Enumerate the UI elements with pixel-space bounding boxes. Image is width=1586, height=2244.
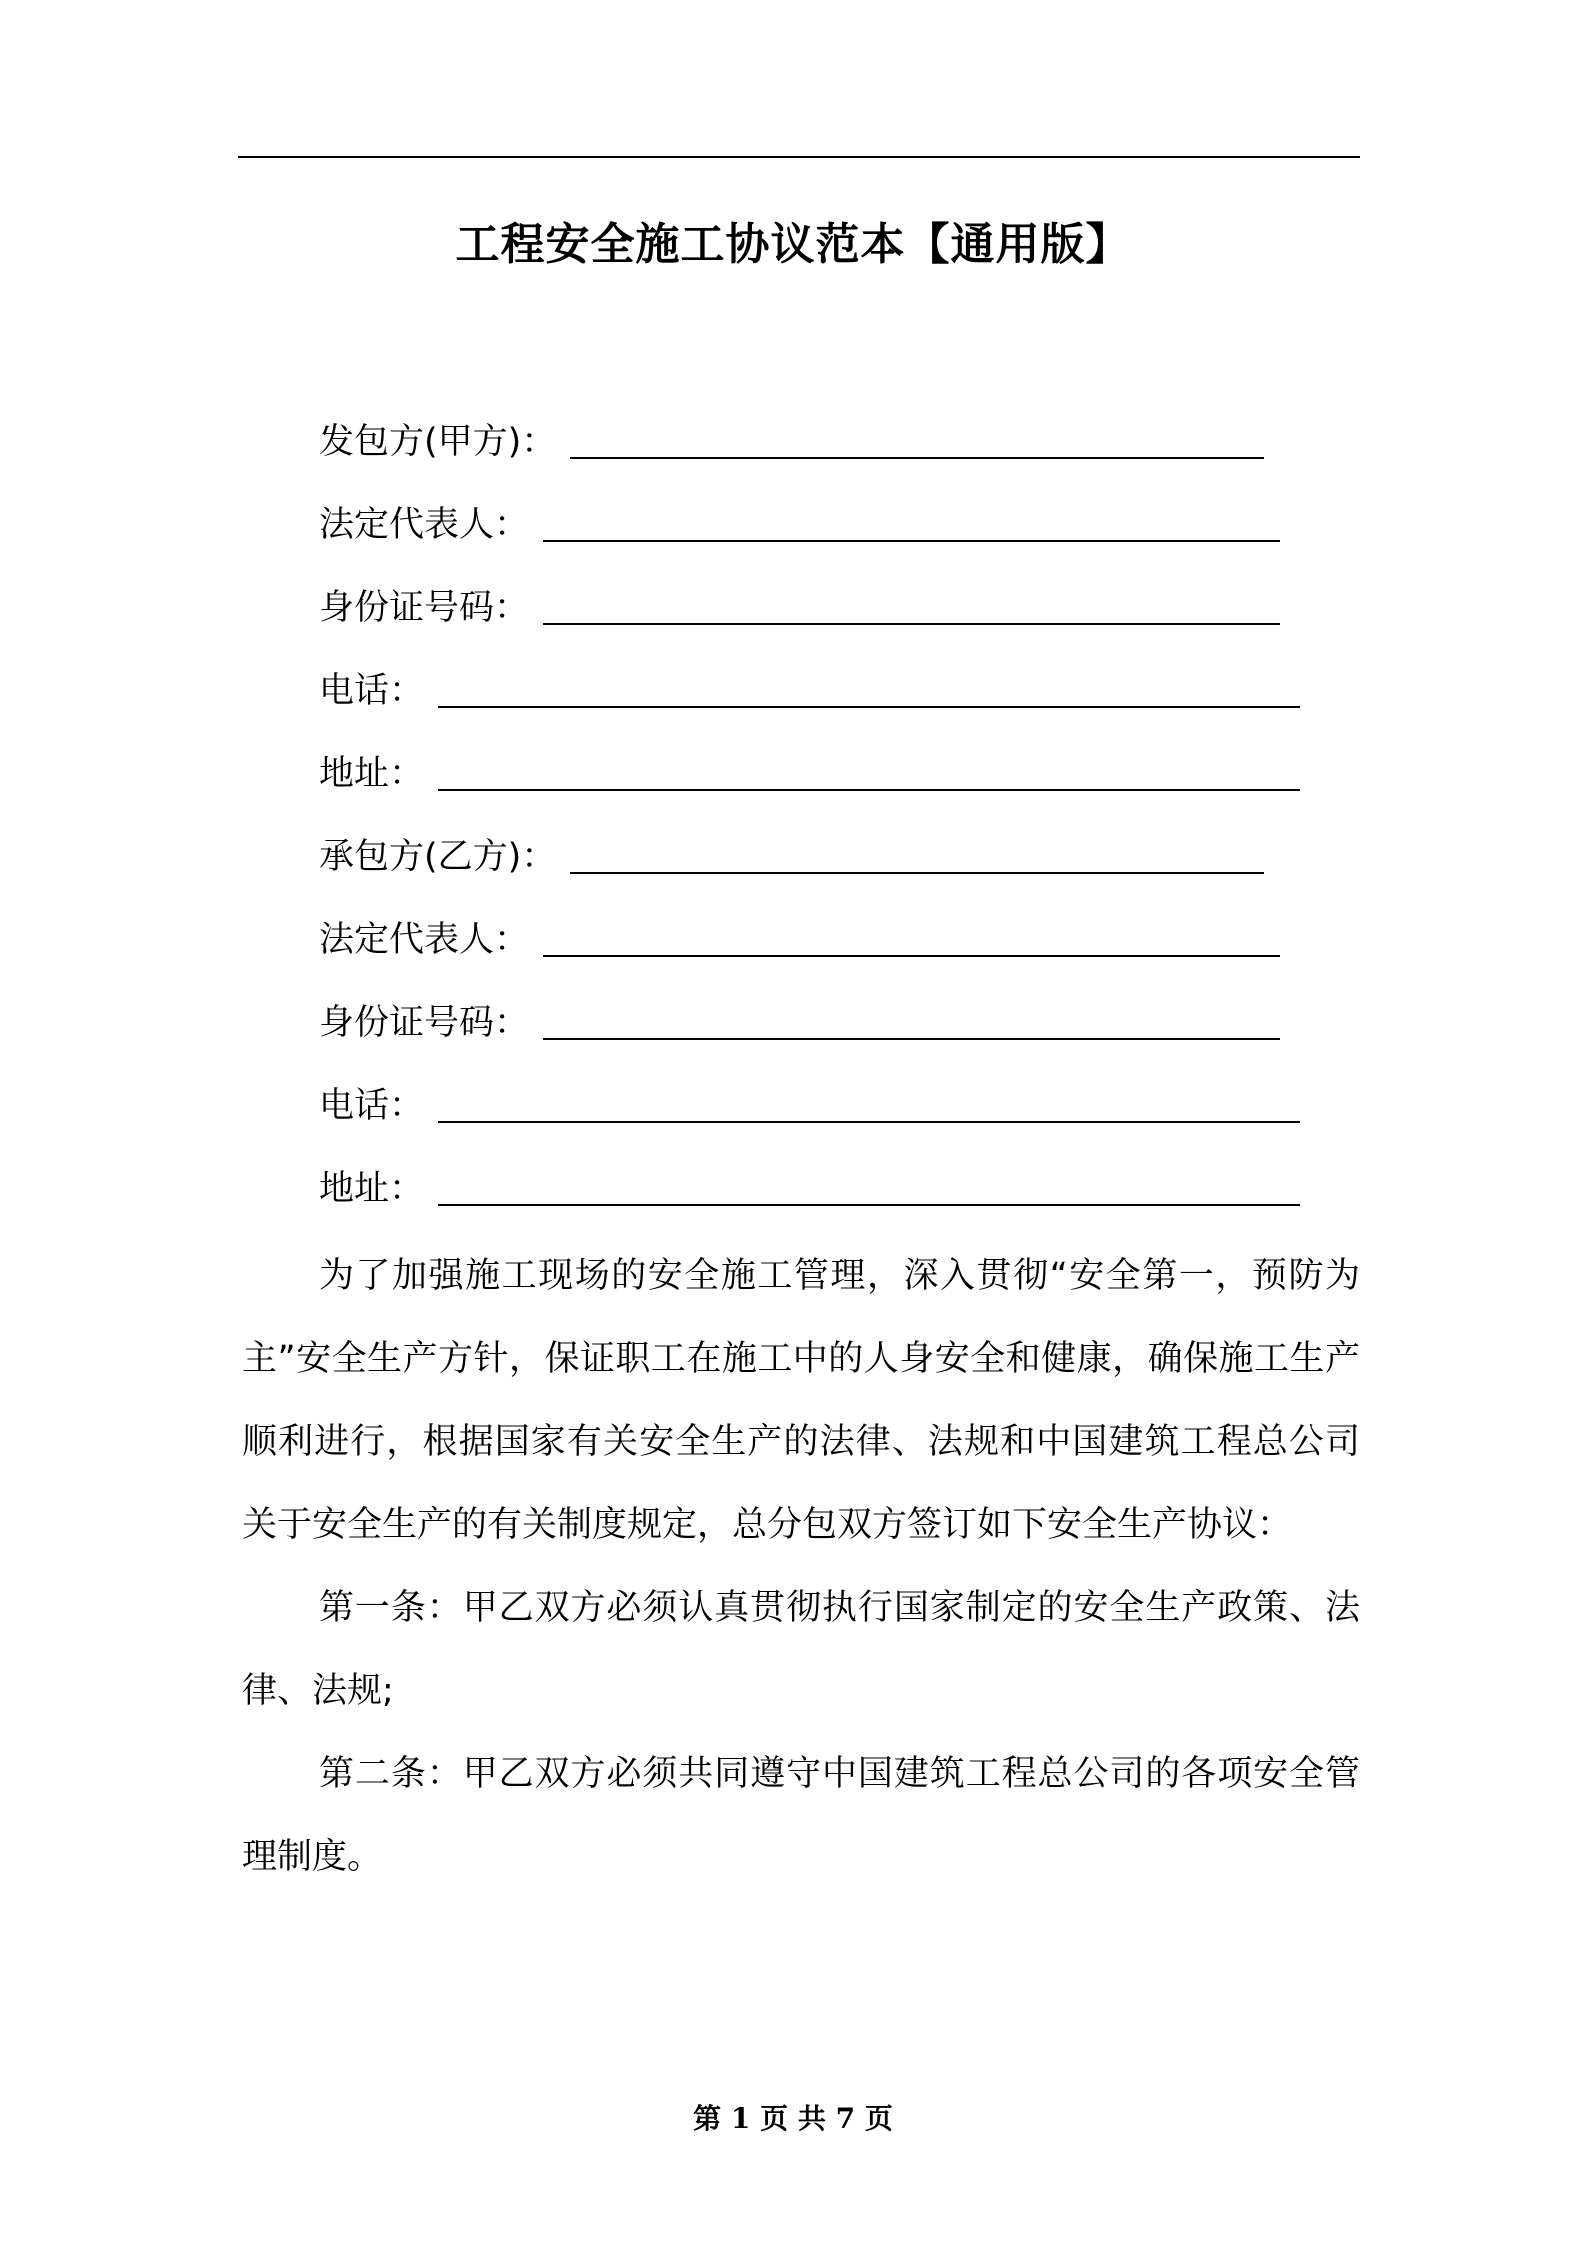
fill-in-blank[interactable] bbox=[438, 1204, 1300, 1206]
fill-in-blank[interactable] bbox=[543, 1038, 1280, 1040]
fill-in-blank[interactable] bbox=[438, 706, 1300, 708]
field-party-b-legal-rep bbox=[319, 912, 1280, 968]
field-party-b-address bbox=[319, 1161, 1300, 1217]
page-number: 第 1 页 共 7 页 bbox=[693, 2102, 893, 2135]
field-party-b-phone bbox=[319, 1078, 1300, 1134]
field-party-a-legal-rep bbox=[319, 497, 1280, 553]
fill-in-blank[interactable] bbox=[438, 789, 1300, 791]
field-label: 地址： bbox=[319, 1169, 425, 1209]
fill-in-blank[interactable] bbox=[543, 540, 1280, 542]
field-party-b-id-number bbox=[319, 995, 1280, 1051]
fill-in-blank[interactable] bbox=[543, 955, 1280, 957]
field-label: 身份证号码： bbox=[319, 588, 530, 628]
field-label: 电话： bbox=[319, 1086, 425, 1126]
paragraph-article-1: 第一条：甲乙双方必须认真贯彻执行国家制定的安全生产政策、法律、法规; bbox=[242, 1588, 1360, 1711]
field-label: 地址： bbox=[319, 754, 425, 794]
fill-in-blank[interactable] bbox=[438, 1121, 1300, 1123]
field-label: 发包方(甲方)： bbox=[319, 422, 557, 462]
field-label: 法定代表人： bbox=[319, 505, 530, 545]
field-label: 法定代表人： bbox=[319, 920, 530, 960]
field-label: 电话： bbox=[319, 671, 425, 711]
field-party-b bbox=[319, 829, 1264, 885]
document-title: 工程安全施工协议范本【通用版】 bbox=[455, 219, 1131, 270]
field-label: 承包方(乙方)： bbox=[319, 837, 557, 877]
fill-in-blank[interactable] bbox=[570, 457, 1264, 459]
field-party-a-address bbox=[319, 746, 1300, 802]
agreement-body bbox=[242, 1235, 1360, 1899]
paragraph-preamble: 为了加强施工现场的安全施工管理，深入贯彻“安全第一，预防为主”安全生产方针，保证职工在施工中的人身安全和健康，确保施工生产顺利进行，根据国家有关安全生产的法律、法规和中国建筑工程总公司关于安全生产的有关制度规定，总分包双方签订如下安全生产协议： bbox=[242, 1256, 1360, 1545]
field-party-a-id-number bbox=[319, 580, 1280, 636]
fill-in-blank[interactable] bbox=[570, 872, 1264, 874]
field-party-a bbox=[319, 414, 1264, 470]
fill-in-blank[interactable] bbox=[543, 623, 1280, 625]
header-rule bbox=[238, 156, 1360, 158]
field-label: 身份证号码： bbox=[319, 1003, 530, 1043]
paragraph-article-2: 第二条：甲乙双方必须共同遵守中国建筑工程总公司的各项安全管理制度。 bbox=[242, 1754, 1360, 1877]
field-party-a-phone bbox=[319, 663, 1300, 719]
